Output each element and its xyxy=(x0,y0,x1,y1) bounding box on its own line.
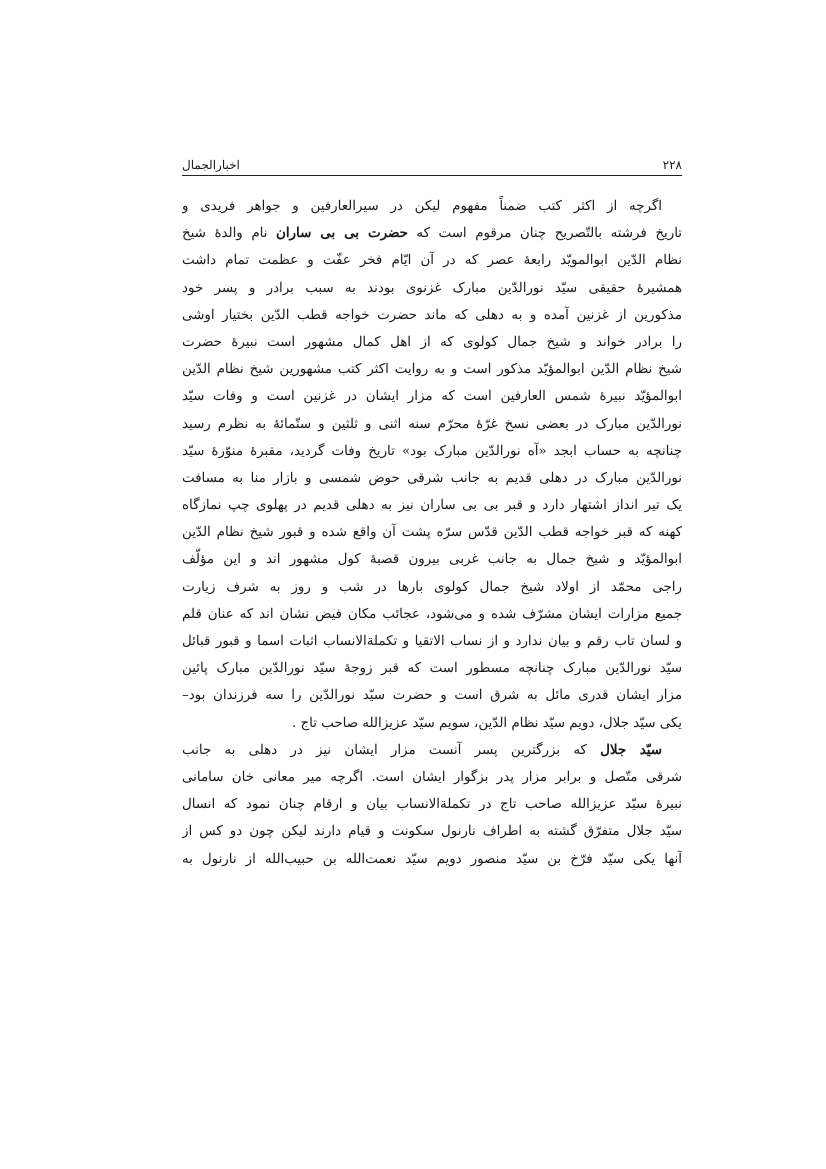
paragraph1-line xyxy=(182,247,682,274)
bold-name: حضرت بی بی ساران xyxy=(276,225,408,242)
line-text: همشیرهٔ حقیقی سیّد نورالدّین مبارک غزنوی بودند به سبب برادر و پسر خود xyxy=(182,280,682,296)
line-text: یکی سیّد جلال، دویم سیّد نظام الدّین، سویم سیّد عزیزالله صاحب تاج . xyxy=(291,715,682,731)
line-text: نظام الدّین ابوالمویّد رابعهٔ عصر که در آن ایّام فخر عفّت و عظمت تمام داشت xyxy=(182,253,682,269)
line-text: نام والدهٔ شیخ xyxy=(182,226,276,242)
paragraph1-line xyxy=(182,628,682,655)
line-text: ابوالمؤیّد نبیرهٔ شمس العارفین است که مزار ایشان در غزنین است و وفات سیّد xyxy=(182,389,682,405)
paragraph2-line xyxy=(182,846,682,873)
paragraph1-line xyxy=(182,465,682,492)
line-text: مذکورین از غزنین آمده و به دهلی که ماند حضرت خواجه قطب الدّین بختیار اوشی xyxy=(182,307,682,323)
paragraph1-line xyxy=(182,682,682,709)
paragraph2-line xyxy=(182,818,682,845)
paragraph1-line xyxy=(182,411,682,438)
paragraph1-line xyxy=(182,356,682,383)
line-text: جمیع مزارات ایشان مشرّف شده و می‌شود، عجائب مکان فیض نشان اند که عنان قلم xyxy=(182,606,682,622)
paragraph1-line xyxy=(182,574,682,601)
paragraph1-line xyxy=(182,519,682,546)
line-text: نبیرهٔ سیّد عزیزالله صاحب تاج در تکملةالانساب بیان و ارقام چنان نمود که انسال xyxy=(182,797,682,813)
line-text: نورالدّین مبارک در بعضی نسخ غرّهٔ محرّم سنه اثنی و ثلثین و ستّمائهٔ به نظرم رسید xyxy=(182,416,682,432)
header-rule xyxy=(182,175,682,176)
page-number: ۲۲۸ xyxy=(662,158,682,172)
paragraph1-line xyxy=(182,329,682,356)
line-text: مزار ایشان قدری مائل به شرق است و حضرت سیّد نورالدّین را سه فرزندان بود– xyxy=(182,688,682,704)
line-text: اگرچه از اکثر کتب ضمناً مفهوم لیکن در سیرالعارفین و جواهر فریدی و xyxy=(182,199,662,214)
line-text: آنها یکی سیّد فرّخ بن سیّد منصور دویم سیّد نعمت‌الله بن حبیب‌الله از نارنول به xyxy=(182,851,682,867)
line-text: یک تیر انداز اشتهار دارد و قبر بی بی ساران نیز به دهلی قدیم در پهلوی چپ نمازگاه xyxy=(182,498,682,514)
line-text: که بزرگترین پسر آنست مزار ایشان نیز در دهلی به جانب xyxy=(182,742,601,758)
line-text: و لسان تاب رقم و بیان ندارد و از نساب الاتقیا و تکملةالانساب اثبات اسما و قبور قبائل xyxy=(182,634,682,649)
line-text: ابوالمؤیّد و شیخ جمال به جانب غربی بیرون قصبهٔ کول مشهور اند و این مؤلّف xyxy=(182,552,682,568)
line-text: را برادر خواند و شیخ جمال کولوی که از اهل کمال مشهور است نبیرهٔ حضرت xyxy=(182,334,682,350)
line-text: کهنه که قبر خواجه قطب الدّین قدّس سرّه پشت آن واقع شده و قبور شیخ نظام الدّین xyxy=(182,525,682,541)
paragraph1-line xyxy=(182,275,682,302)
paragraph1-line xyxy=(182,710,682,737)
paragraph1-line xyxy=(182,438,682,465)
bold-name: سیّد جلال xyxy=(600,741,663,758)
line-text: سیّد نورالدّین مبارک چنانچه مسطور است که قبر زوجهٔ سیّد نورالدّین مبارک پائین xyxy=(182,661,682,677)
paragraph1-line xyxy=(182,492,682,519)
paragraph1-line xyxy=(182,655,682,682)
line-text: تاریخ فرشته بالتّصریح چنان مرقوم است که xyxy=(407,226,682,242)
line-text: راجی محمّد از اولاد شیخ جمال کولوی بارها در شب و روز به شرف زیارت xyxy=(182,579,682,595)
line-text: شیخ نظام الدّین ابوالمؤیّد مذکور است و به روایت اکثر کتب مشهورین شیخ نظام الدّین xyxy=(182,362,682,378)
paragraph1-line xyxy=(182,601,682,628)
paragraph1-line xyxy=(182,383,682,410)
paragraph1-line xyxy=(182,546,682,573)
line-text: شرقی متّصل و برابر مزار پدر بزگوار ایشان است. اگرچه میر معانی خان سامانی xyxy=(182,769,682,785)
line-text: سیّد جلال متفرّق گشته به اطراف نارنول سکونت و قیام دارند لیکن چون دو کس از xyxy=(182,824,682,840)
line-text: نورالدّین مبارک در دهلی قدیم به جانب شرقی حوض شمسی و بازار منا به مسافت xyxy=(182,470,682,486)
line-text: چنانچه به حساب ابجد «آه نورالدّین مبارک بود» تاریخ وفات گردید، مقبرهٔ منوّرهٔ سیّد xyxy=(182,443,682,459)
running-header xyxy=(182,148,682,172)
paragraph1-line xyxy=(182,193,682,220)
paragraph2-line xyxy=(182,791,682,818)
paragraph1-line xyxy=(182,302,682,329)
paragraph2-line xyxy=(182,737,682,764)
body-text xyxy=(182,193,682,873)
paragraph1-line xyxy=(182,220,682,247)
paragraph2-line xyxy=(182,764,682,791)
book-title: اخبارالجمال xyxy=(182,158,240,172)
